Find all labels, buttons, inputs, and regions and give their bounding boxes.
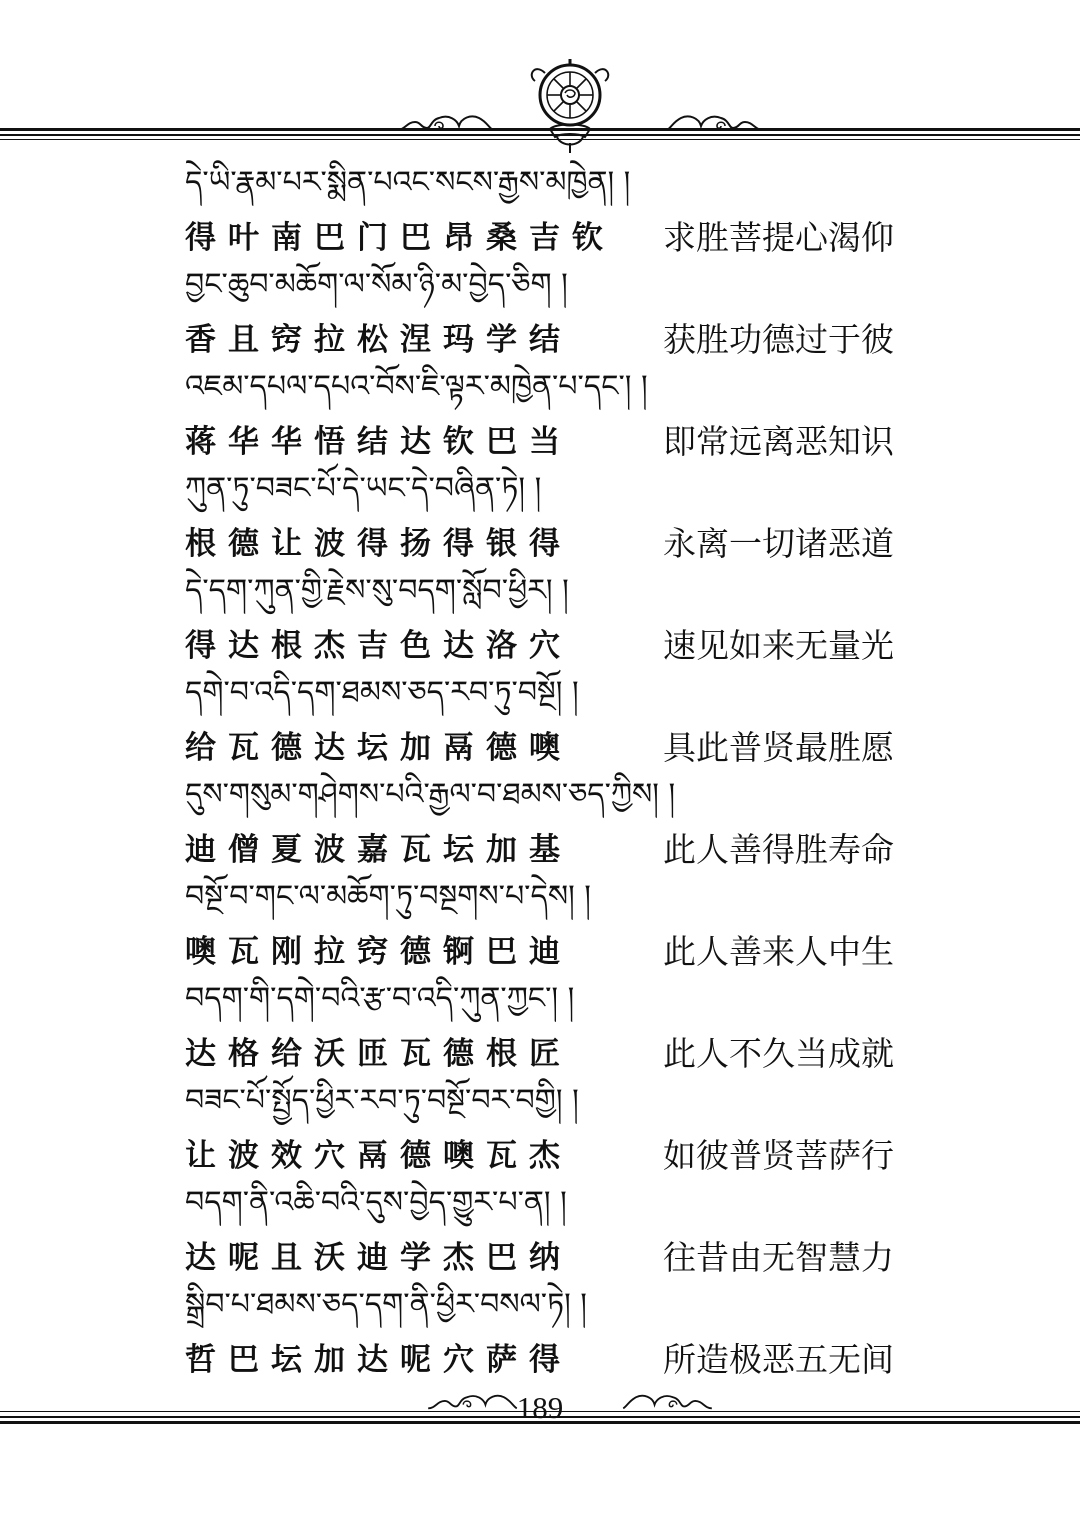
tibetan-line: བཟང་པོ་སྤྱོད་ཕྱིར་རབ་ཏུ་བསྔོ་བར་བགྱི། ། [185, 1083, 579, 1118]
meaning-line: 永离一切诸恶道 [663, 524, 894, 563]
transliteration-line: 迪僧夏波嘉瓦坛加基 [185, 832, 572, 868]
transliteration-line: 蒋华华悟结达钦巴当 [185, 424, 572, 460]
verse [185, 1280, 905, 1382]
cloud-ornament-icon [395, 108, 495, 134]
transliteration-line: 噢瓦刚拉窍德锕巴迪 [185, 934, 572, 970]
transliteration-line: 得达根杰吉色达洛穴 [185, 628, 572, 664]
meaning-line: 此人善得胜寿命 [663, 830, 894, 869]
meaning-line: 如彼普贤菩萨行 [663, 1136, 894, 1175]
tibetan-line: འཇམ་དཔལ་དཔའ་བོས་ཇི་ལྟར་མཁྱེན་པ་དང་། ། [185, 369, 648, 404]
tibetan-line: དགེ་བ་འདི་དག་ཐམས་ཅད་རབ་ཏུ་བསྔོ། ། [185, 675, 579, 710]
transliteration-line: 得叶南巴门巴昂桑吉钦 [185, 220, 615, 256]
transliteration-line: 哲巴坛加达呢穴萨得 [185, 1342, 572, 1378]
meaning-line: 即常远离恶知识 [663, 422, 894, 461]
verse [185, 872, 905, 974]
verse-list [185, 158, 905, 1382]
transliteration-line: 香且窍拉松涅玛学结 [185, 322, 572, 358]
tibetan-line: བདག་ནི་འཆི་བའི་དུས་བྱེད་གྱུར་པ་ན། ། [185, 1185, 567, 1220]
verse [185, 1076, 905, 1178]
verse [185, 1178, 905, 1280]
meaning-line: 此人善来人中生 [663, 932, 894, 971]
transliteration-line: 给瓦德达坛加鬲德噢 [185, 730, 572, 766]
tibetan-line: ཀུན་ཏུ་བཟང་པོ་དེ་ཡང་དེ་བཞིན་ཏེ། ། [185, 471, 542, 506]
verse [185, 464, 905, 566]
verse [185, 974, 905, 1076]
verse [185, 566, 905, 668]
tibetan-line: དེ་ཡི་རྣམ་པར་སྨིན་པའང་སངས་རྒྱས་མཁྱེན། ། [185, 165, 631, 200]
meaning-line: 所造极恶五无间 [663, 1340, 894, 1379]
verse [185, 770, 905, 872]
tibetan-line: དུས་གསུམ་གཤེགས་པའི་རྒྱལ་བ་ཐམས་ཅད་ཀྱིས། ། [185, 777, 676, 812]
tibetan-line: བསྔོ་བ་གང་ལ་མཆོག་ཏུ་བསྔགས་པ་དེས། ། [185, 879, 591, 914]
dharma-wheel-icon [525, 55, 615, 155]
transliteration-line: 让波效穴鬲德噢瓦杰 [185, 1138, 572, 1174]
transliteration-line: 达格给沃匝瓦德根匠 [185, 1036, 572, 1072]
meaning-line: 获胜功德过于彼 [663, 320, 894, 359]
verse [185, 668, 905, 770]
meaning-line: 速见如来无量光 [663, 626, 894, 665]
meaning-line: 此人不久当成就 [663, 1034, 894, 1073]
transliteration-line: 根德让波得扬得银得 [185, 526, 572, 562]
page-number: 189 [516, 1390, 564, 1425]
tibetan-line: དེ་དག་ཀུན་གྱི་རྗེས་སུ་བདག་སློབ་ཕྱིར། ། [185, 573, 569, 608]
verse [185, 362, 905, 464]
cloud-ornament-icon [665, 108, 765, 134]
tibetan-line: བདག་གི་དགེ་བའི་རྩ་བ་འདི་ཀུན་ཀྱང་། ། [185, 981, 575, 1016]
tibetan-line: སྒྲིབ་པ་ཐམས་ཅད་དག་ནི་ཕྱིར་བསལ་ཏེ། ། [185, 1287, 587, 1322]
transliteration-line: 达呢且沃迪学杰巴纳 [185, 1240, 572, 1276]
verse [185, 260, 905, 362]
verse [185, 158, 905, 260]
meaning-line: 具此普贤最胜愿 [663, 728, 894, 767]
meaning-line: 往昔由无智慧力 [663, 1238, 894, 1277]
tibetan-line: བྱང་ཆུབ་མཆོག་ལ་སོམ་ཉི་མ་བྱེད་ཅིག ། [185, 267, 568, 302]
meaning-line: 求胜菩提心渴仰 [663, 218, 894, 257]
